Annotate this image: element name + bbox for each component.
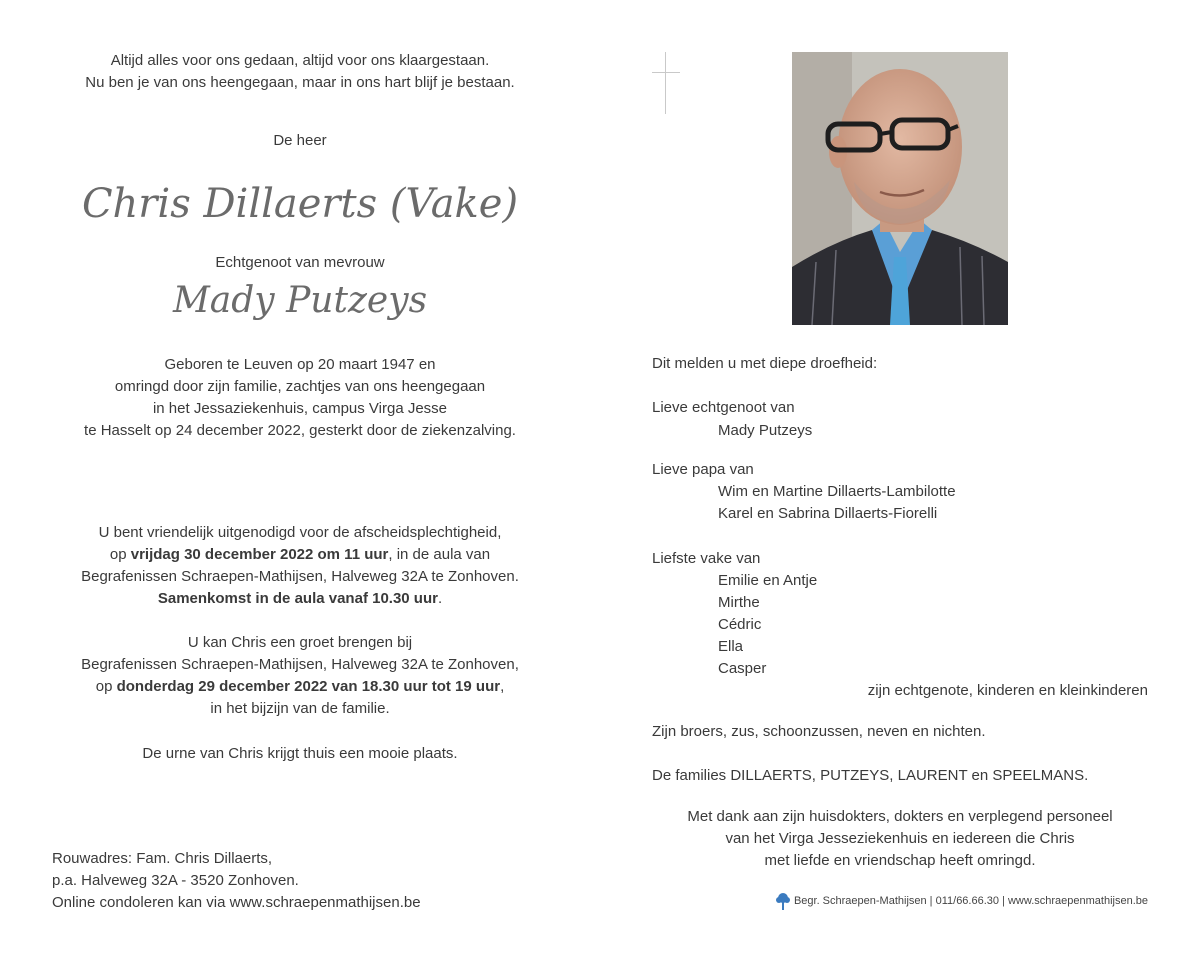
vake-label: Liefste vake van	[652, 550, 761, 567]
text-line: U bent vriendelijk uitgenodigd voor de afscheidsplechtigheid,	[98, 524, 502, 541]
portrait-photo	[792, 52, 1008, 325]
spouse-name: Mady Putzeys	[172, 280, 428, 321]
text-fragment: .	[437, 590, 443, 607]
children-list	[718, 481, 956, 525]
spouse-label: Lieve echtgenoot van	[652, 399, 795, 416]
visit-datetime: donderdag 29 december 2022 van 18.30 uur tot 19 uur	[116, 678, 501, 695]
mourning-address	[52, 848, 421, 914]
text-line: Begrafenissen Schraepen-Mathijsen, Halveweg 32A te Zonhoven.	[81, 568, 519, 585]
families-line: De families DILLAERTS, PUTZEYS, LAURENT en SPEELMANS.	[652, 767, 1089, 784]
siblings-line: Zijn broers, zus, schoonzussen, neven en nichten.	[652, 723, 986, 740]
tree-logo-icon	[775, 892, 791, 910]
list-item: Casper	[718, 660, 767, 677]
text-line: Geboren te Leuven op 20 maart 1947 en	[164, 356, 436, 373]
text-line: in het Jessaziekenhuis, campus Virga Jesse	[152, 400, 448, 417]
text-fragment: op	[95, 678, 117, 695]
list-item: Karel en Sabrina Dillaerts-Fiorelli	[718, 505, 938, 522]
spouse-entry: Mady Putzeys	[718, 422, 813, 439]
memorial-quote	[0, 50, 600, 94]
honorific: De heer	[273, 132, 327, 149]
text-line	[0, 676, 600, 698]
announcement-intro: Dit melden u met diepe droefheid:	[652, 355, 878, 372]
ceremony-invitation	[0, 522, 600, 610]
thanks-text	[652, 806, 1148, 872]
gathering-time: Samenkomst in de aula vanaf 10.30 uur	[157, 590, 438, 607]
text-line: Begrafenissen Schraepen-Mathijsen, Halveweg 32A te Zonhoven,	[81, 656, 519, 673]
urn-note: De urne van Chris krijgt thuis een mooie plaats.	[142, 745, 458, 762]
address-line: Rouwadres: Fam. Chris Dillaerts,	[52, 850, 273, 867]
text-line: met liefde en vriendschap heeft omringd.	[764, 852, 1036, 869]
list-item: Cédric	[718, 616, 762, 633]
text-line	[0, 588, 600, 610]
text-line: te Hasselt op 24 december 2022, gesterkt door de ziekenzalving.	[84, 422, 516, 439]
text-fragment: , in de aula van	[388, 546, 491, 563]
funeral-home-footer	[775, 892, 1148, 910]
list-item: Wim en Martine Dillaerts-Lambilotte	[718, 483, 956, 500]
text-line: U kan Chris een groet brengen bij	[187, 634, 413, 651]
visit-info	[0, 632, 600, 720]
text-line	[0, 544, 600, 566]
ceremony-datetime: vrijdag 30 december 2022 om 11 uur	[130, 546, 389, 563]
address-line: Online condoleren kan via www.schraepenmathijsen.be	[52, 894, 421, 911]
text-line: Met dank aan zijn huisdokters, dokters en verplegend personeel	[687, 808, 1113, 825]
portrait-illustration	[792, 52, 1008, 325]
address-line: p.a. Halveweg 32A - 3520 Zonhoven.	[52, 872, 299, 889]
list-item: Emilie en Antje	[718, 572, 818, 589]
grandchildren-list	[718, 570, 817, 680]
funeral-home-contact: Begr. Schraepen-Mathijsen | 011/66.66.30 | www.schraepenmathijsen.be	[793, 895, 1148, 907]
family-signoff: zijn echtgenote, kinderen en kleinkinderen	[867, 682, 1148, 699]
text-fragment: op	[109, 546, 131, 563]
deceased-name: Chris Dillaerts (Vake)	[81, 181, 519, 227]
quote-line: Altijd alles voor ons gedaan, altijd voor ons klaargestaan.	[110, 52, 490, 69]
spouse-intro: Echtgenoot van mevrouw	[215, 254, 385, 271]
text-fragment: ,	[500, 678, 505, 695]
list-item: Mirthe	[718, 594, 760, 611]
text-line: in het bijzijn van de familie.	[210, 700, 390, 717]
birth-death-text	[0, 354, 600, 442]
text-line: omringd door zijn familie, zachtjes van ons heengegaan	[114, 378, 486, 395]
papa-label: Lieve papa van	[652, 461, 754, 478]
quote-line: Nu ben je van ons heengegaan, maar in ons hart blijf je bestaan.	[85, 74, 515, 91]
text-line: van het Virga Jesseziekenhuis en iedereen die Chris	[725, 830, 1075, 847]
list-item: Ella	[718, 638, 744, 655]
cross-icon	[652, 52, 680, 114]
